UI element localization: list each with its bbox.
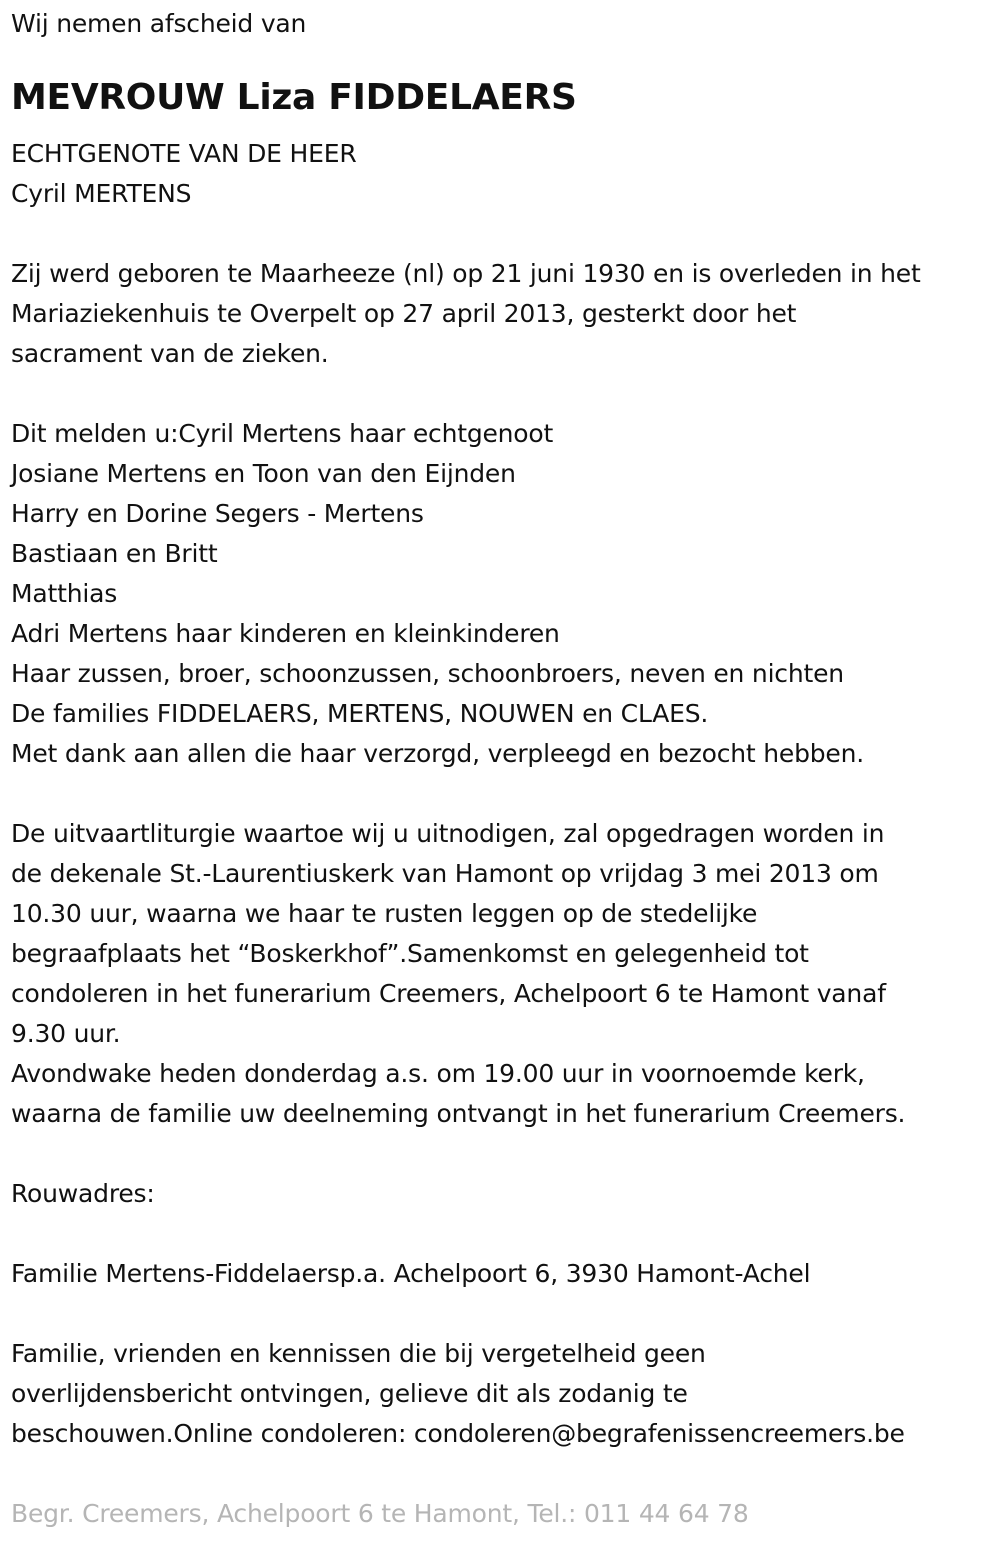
announcers-list [11, 414, 996, 774]
relation-line: ECHTGENOTE VAN DE HEER [11, 139, 357, 168]
paragraph-line: Mariaziekenhuis te Overpelt op 27 april 2013, gesterkt door het [11, 299, 797, 328]
mourning-address: Familie Mertens-Fiddelaersp.a. Achelpoort 6, 3930 Hamont-Achel [11, 1259, 811, 1288]
paragraph-line: beschouwen.Online condoleren: condoleren@begrafenissencreemers.be [11, 1419, 905, 1448]
paragraph-line: de dekenale St.-Laurentiuskerk van Hamont op vrijdag 3 mei 2013 om [11, 859, 879, 888]
paragraph-line: begraafplaats het “Boskerkhof”.Samenkomst en gelegenheid tot [11, 939, 809, 968]
spacer [11, 1454, 996, 1494]
announcer-line: Harry en Dorine Segers - Mertens [11, 499, 424, 528]
mourning-address-label: Rouwadres: [11, 1179, 155, 1208]
announcer-line: Josiane Mertens en Toon van den Eijnden [11, 459, 516, 488]
paragraph-line: condoleren in het funerarium Creemers, Achelpoort 6 te Hamont vanaf [11, 979, 886, 1008]
spacer [11, 1294, 996, 1334]
intro-text: Wij nemen afscheid van [11, 9, 307, 38]
death-notice [11, 4, 996, 1534]
spouse-name: Cyril MERTENS [11, 179, 192, 208]
paragraph-line: overlijdensbericht ontvingen, gelieve dit als zodanig te [11, 1379, 688, 1408]
announcer-line: Adri Mertens haar kinderen en kleinkinderen [11, 619, 560, 648]
spacer [11, 1214, 996, 1254]
paragraph-line: Zij werd geboren te Maarheeze (nl) op 21 juni 1930 en is overleden in het [11, 259, 921, 288]
spacer [11, 774, 996, 814]
announcer-line: Matthias [11, 579, 118, 608]
announcer-line: Haar zussen, broer, schoonzussen, schoonbroers, neven en nichten [11, 659, 844, 688]
paragraph-line: De uitvaartliturgie waartoe wij u uitnodigen, zal opgedragen worden in [11, 819, 885, 848]
paragraph-line: Familie, vrienden en kennissen die bij vergetelheid geen [11, 1339, 706, 1368]
paragraph-line: waarna de familie uw deelneming ontvangt in het funerarium Creemers. [11, 1099, 906, 1128]
paragraph-line: Avondwake heden donderdag a.s. om 19.00 uur in voornoemde kerk, [11, 1059, 865, 1088]
spacer [11, 214, 996, 254]
spacer [11, 374, 996, 414]
funeral-paragraph [11, 814, 996, 1134]
paragraph-line: sacrament van de zieken. [11, 339, 329, 368]
announcer-line: Dit melden u:Cyril Mertens haar echtgenoot [11, 419, 554, 448]
spacer [11, 1134, 996, 1174]
deceased-name: MEVROUW Liza FIDDELAERS [11, 77, 577, 118]
announcer-line: Bastiaan en Britt [11, 539, 218, 568]
closing-paragraph [11, 1334, 996, 1454]
paragraph-line: 9.30 uur. [11, 1019, 121, 1048]
paragraph-line: 10.30 uur, waarna we haar te rusten leggen op de stedelijke [11, 899, 758, 928]
announcer-line: De families FIDDELAERS, MERTENS, NOUWEN en CLAES. [11, 699, 709, 728]
birth-death-paragraph [11, 254, 996, 374]
funeral-home-footer: Begr. Creemers, Achelpoort 6 te Hamont, Tel.: 011 44 64 78 [11, 1499, 749, 1528]
announcer-line: Met dank aan allen die haar verzorgd, verpleegd en bezocht hebben. [11, 739, 864, 768]
